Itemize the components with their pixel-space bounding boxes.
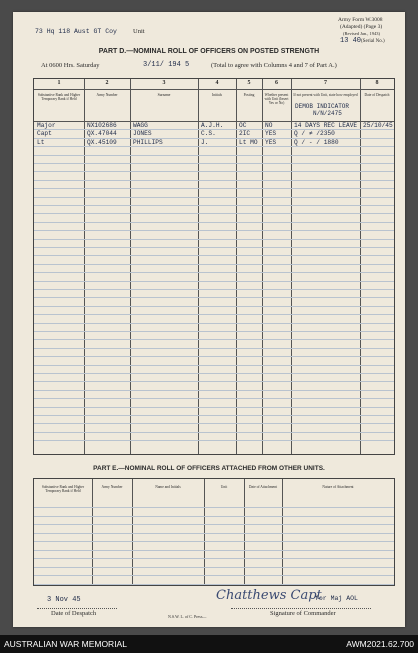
part-d-cell: A.J.H. [201, 122, 224, 129]
army-form-number: Army Form W.3008 [338, 17, 383, 23]
part-d-cell: Capt [37, 130, 52, 138]
part-e-table [33, 478, 395, 586]
serial-label: (Serial No.) [361, 39, 385, 44]
part-d-ruled-line [34, 188, 394, 189]
archive-footer [0, 635, 418, 653]
part-d-cell: YES [265, 130, 277, 138]
part-d-ruled-line [34, 171, 394, 172]
part-d-ruled-line [34, 297, 394, 298]
part-d-ruled-line [34, 230, 394, 231]
part-d-ruled-line [34, 381, 394, 382]
part-d-ruled-line [34, 146, 394, 147]
part-e-ruled-line [34, 558, 394, 559]
part-d-col-number: 7 [324, 80, 327, 86]
part-d-col-header: Whether present with Unit (Insert Yes or No) [264, 93, 289, 105]
part-e-col-header: Army Number [101, 485, 123, 489]
part-d-cell: J. [201, 138, 209, 146]
form-revised: (Revised Jan., 1943) [343, 31, 380, 36]
part-d-ruled-line [34, 180, 394, 181]
part-d-cell: WAGG [133, 122, 148, 129]
part-d-cell: Lt [37, 138, 45, 146]
part-d-ruled-line [34, 348, 394, 349]
part-e-col-header: Unit [220, 485, 228, 489]
part-d-table [33, 78, 395, 455]
part-d-ruled-line [34, 331, 394, 332]
part-e-title: PART E.—NOMINAL ROLL OF OFFICERS ATTACHED FROM OTHER UNITS. [93, 465, 325, 472]
part-d-ruled-line [34, 289, 394, 290]
part-d-ruled-line [34, 197, 394, 198]
part-d-ruled-line [34, 398, 394, 399]
part-d-ruled-line [34, 314, 394, 315]
part-d-ruled-line [34, 222, 394, 223]
part-e-ruled-line [34, 516, 394, 517]
signature-suffix: for Maj AOL [315, 595, 358, 602]
part-e-ruled-line [34, 550, 394, 551]
part-d-cell: NX102686 [87, 122, 117, 129]
part-e-ruled-line [34, 507, 394, 508]
part-d-ruled-line [34, 432, 394, 433]
part-d-ruled-line [34, 155, 394, 156]
part-e-ruled-line [34, 541, 394, 542]
part-e-ruled-line [34, 524, 394, 525]
part-d-ruled-line [34, 205, 394, 206]
part-d-ruled-line [34, 213, 394, 214]
form-sheet [13, 12, 405, 627]
footer-left: AUSTRALIAN WAR MEMORIAL [4, 639, 127, 649]
at-line-suffix: (Total to agree with Columns 4 and 7 of Part A.) [211, 62, 337, 69]
part-e-ruled-line [34, 533, 394, 534]
part-d-header-rule [34, 89, 394, 90]
part-d-ruled-line [34, 163, 394, 164]
part-d-cell: 25/10/45 [363, 122, 393, 129]
part-d-col-number: 1 [57, 80, 61, 86]
part-d-col-header: Date of Despatch [364, 93, 390, 97]
part-d-ruled-line [34, 356, 394, 357]
part-d-cell: OC [239, 122, 247, 129]
part-d-cell: Major [37, 122, 56, 129]
part-d-col-number: 2 [105, 80, 109, 86]
part-d-cell: Q / ≠ /2350 [294, 130, 335, 138]
part-d-col-number: 6 [275, 80, 278, 86]
part-d-ruled-line [34, 407, 394, 408]
unit-label: Unit [133, 28, 145, 35]
demob-indicator: DEMOB INDICATOR [295, 103, 350, 110]
part-e-col-header: Date of Attachment [248, 485, 278, 489]
part-e-ruled-line [34, 584, 394, 585]
part-d-ruled-line [34, 440, 394, 441]
part-d-cell: C.S. [201, 130, 216, 138]
part-d-ruled-line [34, 272, 394, 273]
part-d-cell: JONES [133, 130, 152, 138]
form-adapted: (Adapted) (Page 3) [340, 24, 383, 30]
despatch-label: Date of Despatch [51, 610, 97, 617]
part-e-ruled-line [34, 567, 394, 568]
part-d-col-header: Posting [243, 93, 255, 97]
part-d-ruled-line [34, 415, 394, 416]
part-e-col-header: Substantive Rank and Higher Temporary Rank if Held [41, 485, 85, 493]
at-line-prefix: At 0600 Hrs. Saturday [41, 62, 100, 69]
serial-value: 13 40 [340, 37, 362, 45]
part-e-col-header: Name and Initials [155, 485, 181, 489]
part-e-ruled-line [34, 575, 394, 576]
commander-signature: Chatthews Capt [216, 588, 322, 603]
part-d-ruled-line [34, 373, 394, 374]
part-d-cell: Q / - / 1880 [294, 138, 339, 146]
part-d-col-number: 4 [215, 80, 219, 86]
part-d-cell: QX.47044 [87, 130, 117, 138]
part-d-ruled-line [34, 323, 394, 324]
part-d-col-header: Initials [212, 93, 222, 97]
part-d-col-header: Army Number [96, 93, 118, 97]
part-d-ruled-line [34, 247, 394, 248]
unit-value: 73 Hq 118 Aust GT Coy [35, 28, 117, 35]
despatch-date: 3 Nov 45 [47, 596, 81, 604]
part-d-cell: 14 DAYS REC LEAVE [294, 122, 358, 129]
part-d-title: PART D.—NOMINAL ROLL OF OFFICERS ON POSTED STRENGTH [98, 48, 320, 55]
part-d-ruled-line [34, 390, 394, 391]
part-d-ruled-line [34, 255, 394, 256]
part-d-cell: 2IC [239, 130, 251, 138]
part-d-col-number: 8 [375, 80, 379, 86]
part-d-ruled-line [34, 306, 394, 307]
part-d-cell: PHILLIPS [133, 138, 163, 146]
part-d-col-header: If not present with Unit, state how employed [293, 93, 358, 97]
demob-indicator-code: N/N/2475 [313, 110, 342, 117]
commander-label: Signature of Commander [270, 610, 336, 617]
part-d-cell: Lt MO [239, 138, 258, 146]
part-d-col-number: 3 [162, 80, 166, 86]
footer-right: AWM2021.62.700 [346, 639, 414, 649]
part-d-cell: YES [265, 138, 277, 146]
part-d-ruled-line [34, 239, 394, 240]
part-d-col-number: 5 [247, 80, 251, 86]
part-d-ruled-line [34, 264, 394, 265]
part-d-ruled-line [34, 339, 394, 340]
part-d-cell: NO [265, 122, 273, 129]
part-d-col-header: Substantive Rank and Higher Temporary Rank if Held [37, 93, 81, 101]
part-d-cell: QX.45109 [87, 138, 117, 146]
part-d-ruled-line [34, 281, 394, 282]
printer-mark: N.S.W. L. of C. Press— [168, 614, 207, 619]
part-d-col-header: Surname [157, 93, 171, 97]
part-d-ruled-line [34, 423, 394, 424]
part-e-col-header: Nature of Attachment [322, 485, 354, 489]
part-d-ruled-line [34, 365, 394, 366]
roll-date: 3/11/ 194 5 [143, 61, 190, 69]
